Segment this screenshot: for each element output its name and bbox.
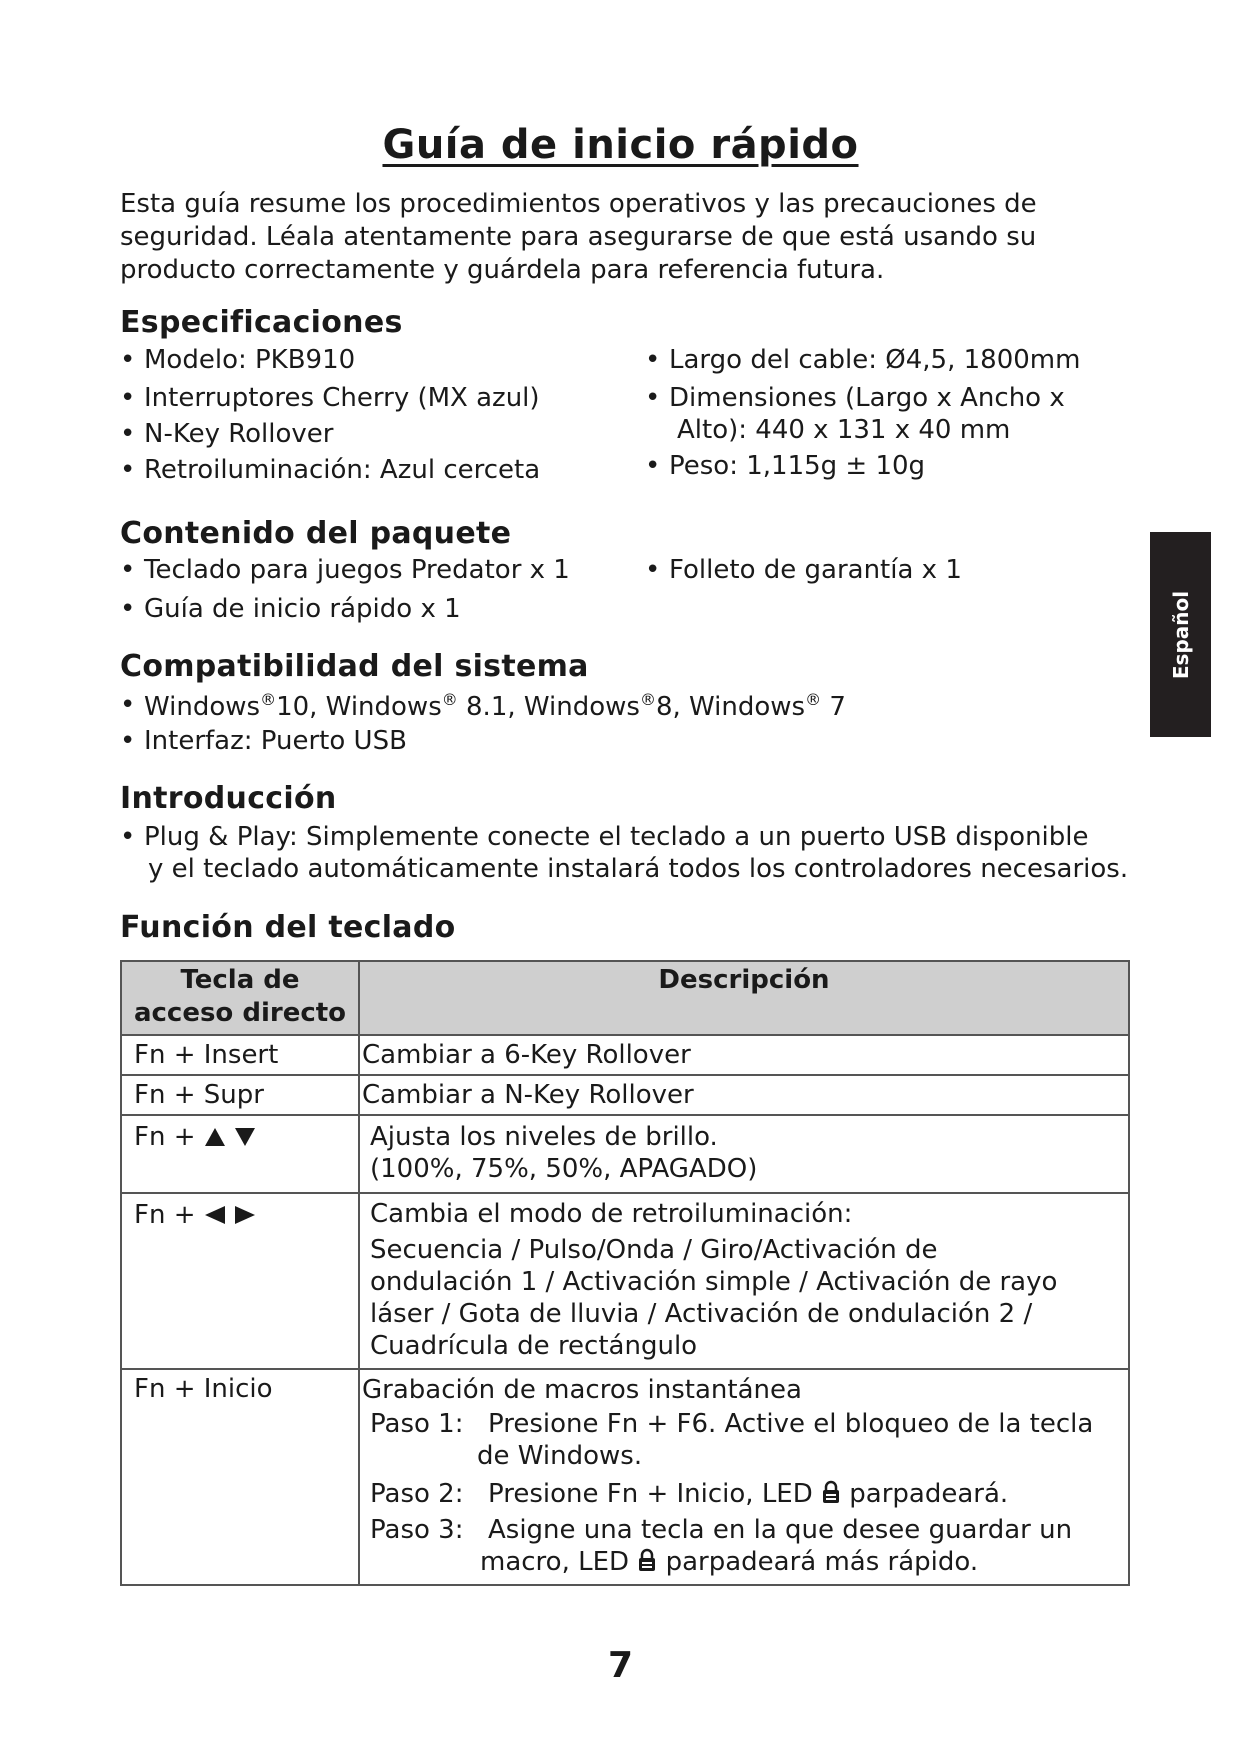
- right-arrow-icon: [234, 1205, 256, 1225]
- table-row: [121, 1369, 1129, 1585]
- table-row: [121, 1035, 1129, 1075]
- description-cell: Grabación de macros instantánea Paso 1: Presione Fn + F6. Active el bloqueo de la tecla de Windows. Paso 2: Presione Fn + Inicio, LED parpadeará. Paso 3: Asigne una tecla en la que desee guardar un macro, LED parpadeará más rápido.: [359, 1369, 1129, 1585]
- table-row: [121, 1075, 1129, 1115]
- table-row: [121, 1193, 1129, 1369]
- intro-line: producto correctamente y guárdela para referencia futura.: [120, 255, 885, 285]
- down-arrow-icon: [234, 1127, 256, 1147]
- page-title: Guía de inicio rápido: [382, 122, 859, 168]
- description-cell: Cambiar a N-Key Rollover: [359, 1075, 1129, 1115]
- page-number: 7: [607, 1645, 634, 1686]
- intro-line: seguridad. Léala atentamente para asegurarse de que está usando su: [120, 222, 1037, 252]
- description-cell: Ajusta los niveles de brillo. (100%, 75%, 50%, APAGADO): [359, 1115, 1129, 1193]
- language-tab: [1150, 532, 1211, 737]
- keyboard-heading: Función del teclado: [120, 910, 456, 945]
- keyboard-function-table: [120, 960, 1130, 1586]
- column-header-description: Descripción: [359, 961, 1129, 1035]
- lock-icon: [821, 1480, 841, 1504]
- up-arrow-icon: [204, 1127, 226, 1147]
- intro-paragraph: [120, 188, 1130, 287]
- intro-line: Esta guía resume los procedimientos operativos y las precauciones de: [120, 189, 1037, 219]
- hotkey-cell: Fn +: [121, 1193, 359, 1369]
- hotkey-cell: Fn + Insert: [121, 1035, 359, 1075]
- hotkey-cell: Fn +: [121, 1115, 359, 1193]
- table-header-row: [121, 961, 1129, 1035]
- description-cell: Cambia el modo de retroiluminación: Secuencia / Pulso/Onda / Giro/Activación de ondulación 1 / Activación simple / Activación de rayo láser / Gota de lluvia / Activación de ondulación 2 / Cuadrícula de rectángulo: [359, 1193, 1129, 1369]
- hotkey-cell: Fn + Supr: [121, 1075, 359, 1115]
- specs-heading: Especificaciones: [120, 305, 403, 340]
- language-tab-label: Español: [1168, 590, 1193, 679]
- description-cell: Cambiar a 6-Key Rollover: [359, 1035, 1129, 1075]
- package-heading: Contenido del paquete: [120, 516, 512, 551]
- hotkey-cell: Fn + Inicio: [121, 1369, 359, 1585]
- compat-heading: Compatibilidad del sistema: [120, 649, 589, 684]
- column-header-hotkey: Tecla de acceso directo: [121, 961, 359, 1035]
- table-row: [121, 1115, 1129, 1193]
- introduction-heading: Introducción: [120, 781, 337, 816]
- lock-icon: [637, 1548, 657, 1572]
- left-arrow-icon: [204, 1205, 226, 1225]
